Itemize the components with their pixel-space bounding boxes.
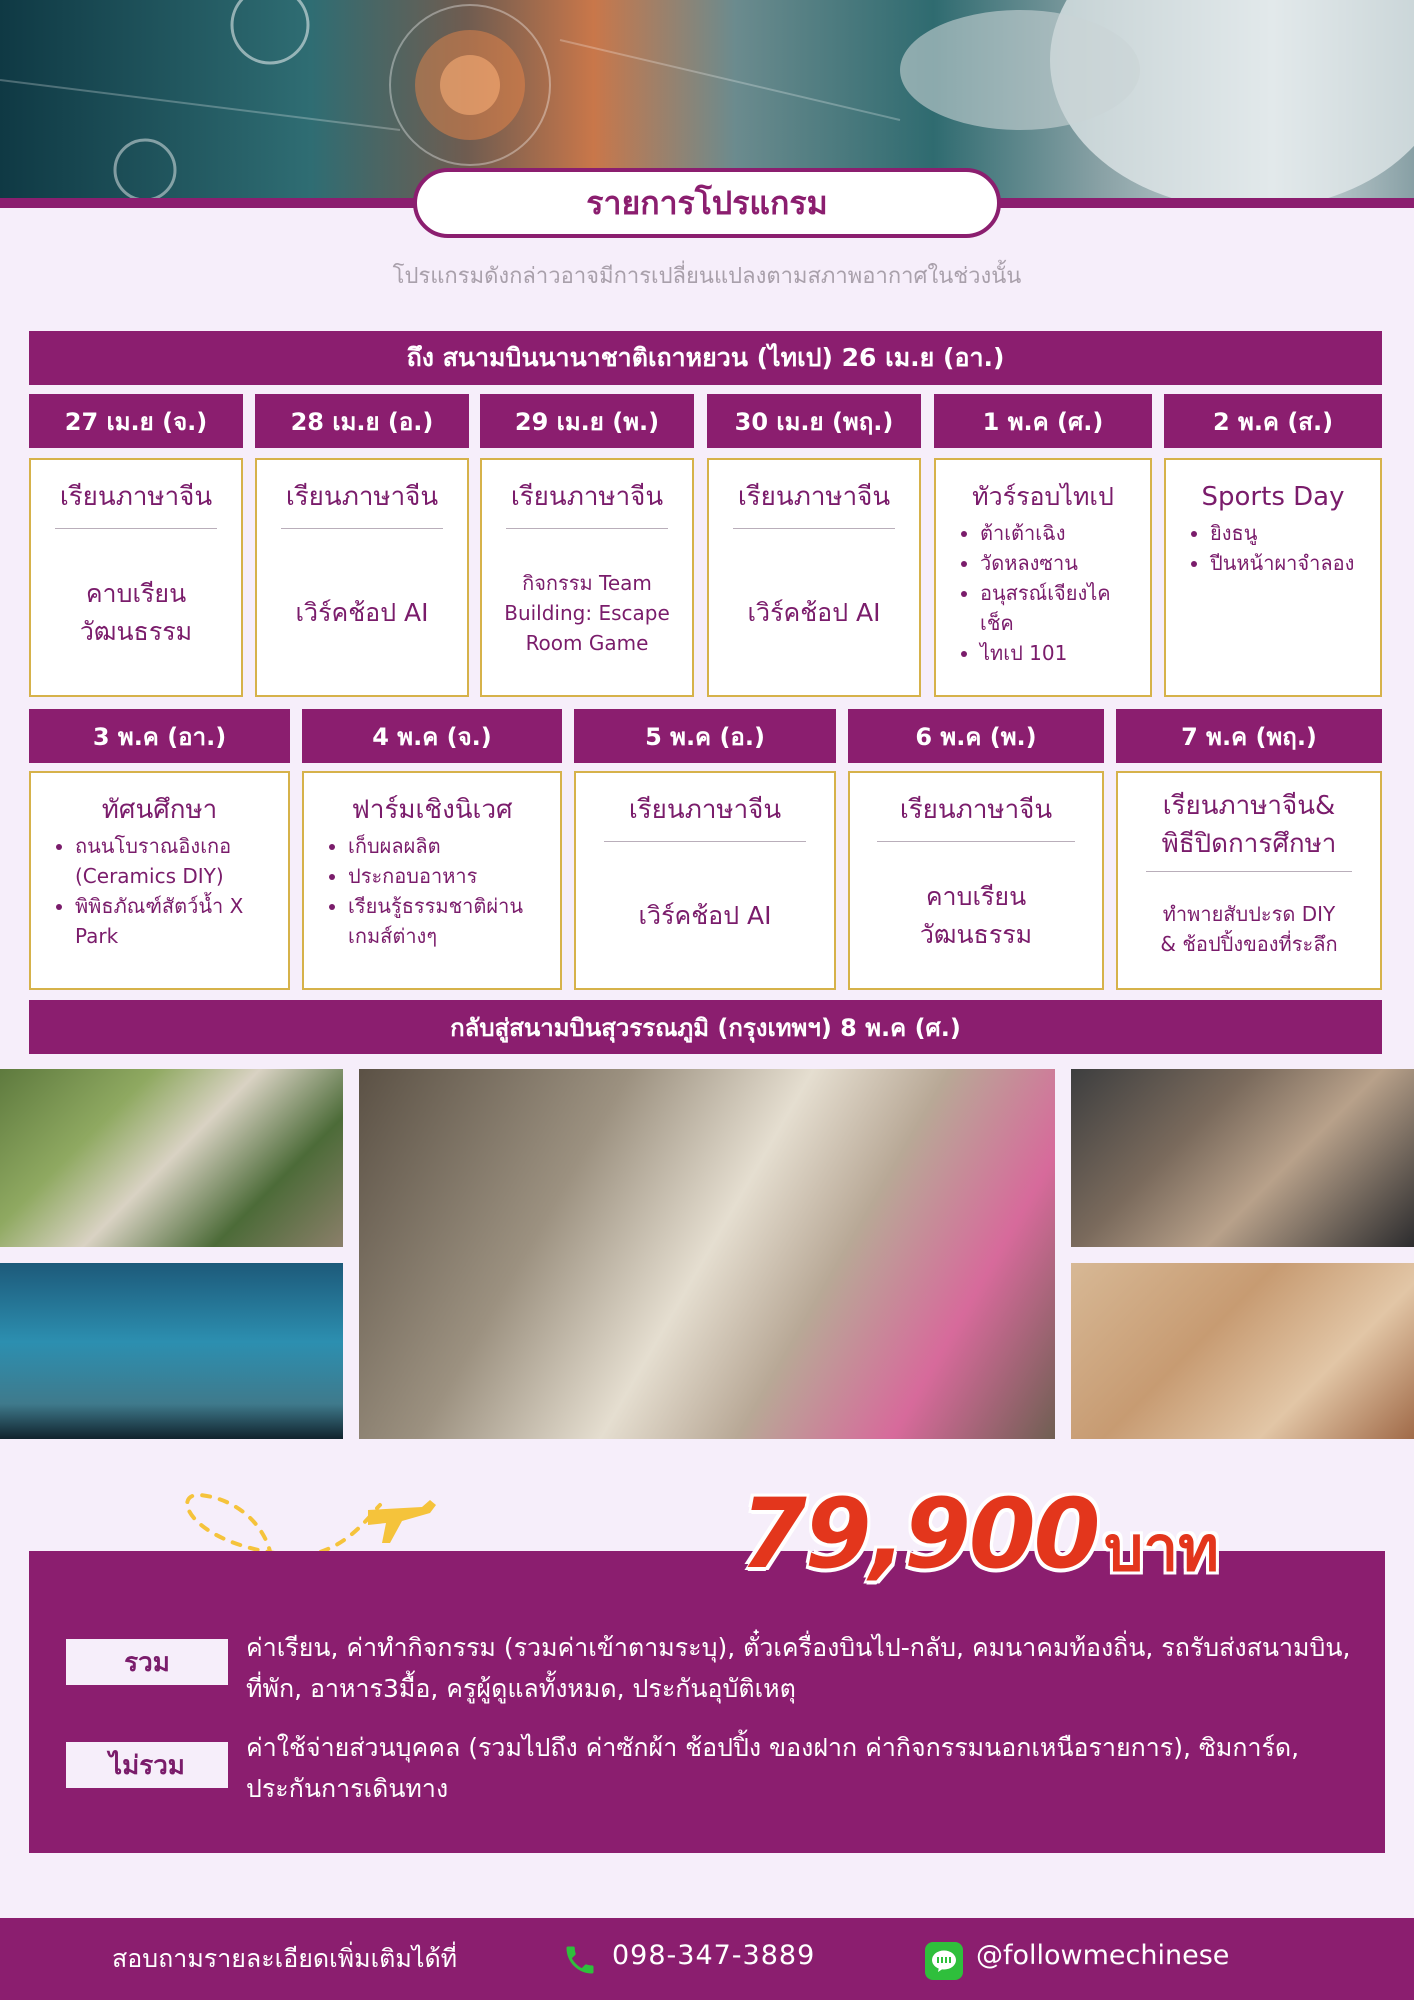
divider — [604, 841, 806, 842]
activity-title: เรียนภาษาจีน — [285, 482, 439, 512]
activity-detail: เวิร์คช้อป AI — [638, 901, 772, 930]
price-amount: 79,900 — [740, 1478, 1099, 1590]
list-item: • ปีนหน้าผาจำลอง — [1210, 548, 1370, 578]
photo-aquarium — [0, 1263, 343, 1439]
day-card — [1116, 771, 1382, 990]
inquiry-text: สอบถามรายละเอียดเพิ่มเติมได้ที่ — [112, 1944, 458, 1973]
day-card — [574, 771, 836, 990]
activity-detail: กิจกรรม Team Building: Escape Room Game — [504, 571, 670, 655]
activity-title: Sports Day — [1201, 482, 1345, 512]
activity-title: เรียนภาษาจีน& พิธีปิดการศึกษา — [1161, 791, 1337, 859]
line-icon — [925, 1942, 963, 1980]
include-label: รวม — [66, 1639, 228, 1685]
activity-title: เรียนภาษาจีน — [737, 482, 891, 512]
page-title: รายการโปรแกรม — [413, 168, 1001, 238]
day-header: 2 พ.ค (ส.) — [1164, 394, 1382, 448]
list-item: • ไทเป 101 — [980, 638, 1140, 668]
phone-number[interactable]: 098-347-3889 — [612, 1940, 816, 1971]
day-card — [302, 771, 562, 990]
activity-detail: เวิร์คช้อป AI — [747, 598, 881, 627]
exclude-text: ค่าใช้จ่ายส่วนบุคคล (รวมไปถึง ค่าซักผ้า ช้อปปิ้ง ของฝาก ค่ากิจกรรมนอกเหนือรายการ), ซิมการ์ด, ประกันการเดินทาง — [246, 1733, 1300, 1803]
day-card — [480, 458, 694, 697]
day-card — [707, 458, 921, 697]
divider — [506, 528, 668, 529]
activity-detail: คาบเรียน วัฒนธรรม — [919, 882, 1033, 949]
photo-ceramics-diy — [1071, 1069, 1414, 1247]
return-banner: กลับสู่สนามบินสุวรรณภูมิ (กรุงเทพฯ) 8 พ.ค (ศ.) — [29, 1000, 1382, 1054]
arrival-banner: ถึง สนามบินนานาชาติเถาหยวน (ไทเป) 26 เม.ย (อา.) — [29, 331, 1382, 385]
day-header: 27 เม.ย (จ.) — [29, 394, 243, 448]
exclude-label: ไม่รวม — [66, 1742, 228, 1788]
day-card — [848, 771, 1104, 990]
list-item: • ประกอบอาหาร — [348, 861, 550, 891]
activity-title: เรียนภาษาจีน — [59, 482, 213, 512]
activity-list — [41, 831, 278, 951]
include-text: ค่าเรียน, ค่าทำกิจกรรม (รวมค่าเข้าตามระบุ), ตั๋วเครื่องบินไป-กลับ, คมนาคมท้องถิ่น, รถรับส่งสนามบิน, ที่พัก, อาหาร3มื้อ, ครูผู้ดูแลทั้งหมด, ประกันอุบัติเหตุ — [246, 1633, 1351, 1703]
divider — [1146, 871, 1352, 872]
list-item: • เรียนรู้ธรรมชาติผ่านเกมส์ต่างๆ — [348, 891, 550, 951]
day-header: 3 พ.ค (อา.) — [29, 709, 290, 763]
page-subtitle: โปรแกรมดังกล่าวอาจมีการเปลี่ยนแปลงตามสภาพอากาศในช่วงนั้น — [392, 264, 1022, 289]
activity-title: ทัศนศึกษา — [101, 795, 218, 825]
divider — [877, 841, 1074, 842]
photo-farm-harvest — [0, 1069, 343, 1247]
divider — [55, 528, 217, 529]
list-item: • พิพิธภัณฑ์สัตว์น้ำ X Park — [75, 891, 278, 951]
day-card — [934, 458, 1152, 697]
phone-icon — [562, 1942, 598, 1978]
day-header: 4 พ.ค (จ.) — [302, 709, 562, 763]
activity-title: เรียนภาษาจีน — [628, 795, 782, 825]
day-card — [1164, 458, 1382, 697]
activity-list — [946, 518, 1140, 668]
day-header: 29 เม.ย (พ.) — [480, 394, 694, 448]
activity-detail: คาบเรียน วัฒนธรรม — [79, 579, 193, 646]
list-item: • ต้าเต้าเฉิง — [980, 518, 1140, 548]
photo-climbing-wall — [1071, 1263, 1414, 1439]
activity-title: ฟาร์มเชิงนิเวศ — [351, 795, 513, 825]
activity-list — [314, 831, 550, 951]
price-unit: บาท — [1104, 1512, 1220, 1585]
activity-list — [1176, 518, 1370, 578]
activity-title: ทัวร์รอบไทเป — [972, 482, 1114, 511]
day-header: 5 พ.ค (อ.) — [574, 709, 836, 763]
activity-title: เรียนภาษาจีน — [510, 482, 664, 512]
list-item: • วัดหลงซาน — [980, 548, 1140, 578]
activity-title: เรียนภาษาจีน — [899, 795, 1053, 825]
day-card — [29, 458, 243, 697]
day-card — [29, 771, 290, 990]
list-item: • เก็บผลผลิต — [348, 831, 550, 861]
day-header: 30 เม.ย (พฤ.) — [707, 394, 921, 448]
day-header: 6 พ.ค (พ.) — [848, 709, 1104, 763]
day-header: 28 เม.ย (อ.) — [255, 394, 469, 448]
photo-robot-workshop — [359, 1069, 1055, 1439]
divider — [733, 528, 895, 529]
activity-detail: เวิร์คช้อป AI — [295, 598, 429, 627]
day-card — [255, 458, 469, 697]
activity-detail: ทำพายสับปะรด DIY & ช้อปปิ้งของที่ระลึก — [1160, 902, 1338, 956]
list-item: • อนุสรณ์เจียงไคเช็ค — [980, 578, 1140, 638]
day-header: 1 พ.ค (ศ.) — [934, 394, 1152, 448]
list-item: • ถนนโบราณอิงเกอ (Ceramics DIY) — [75, 831, 278, 891]
divider — [281, 528, 443, 529]
line-id[interactable]: @followmechinese — [976, 1940, 1230, 1971]
list-item: • ยิงธนู — [1210, 518, 1370, 548]
day-header: 7 พ.ค (พฤ.) — [1116, 709, 1382, 763]
